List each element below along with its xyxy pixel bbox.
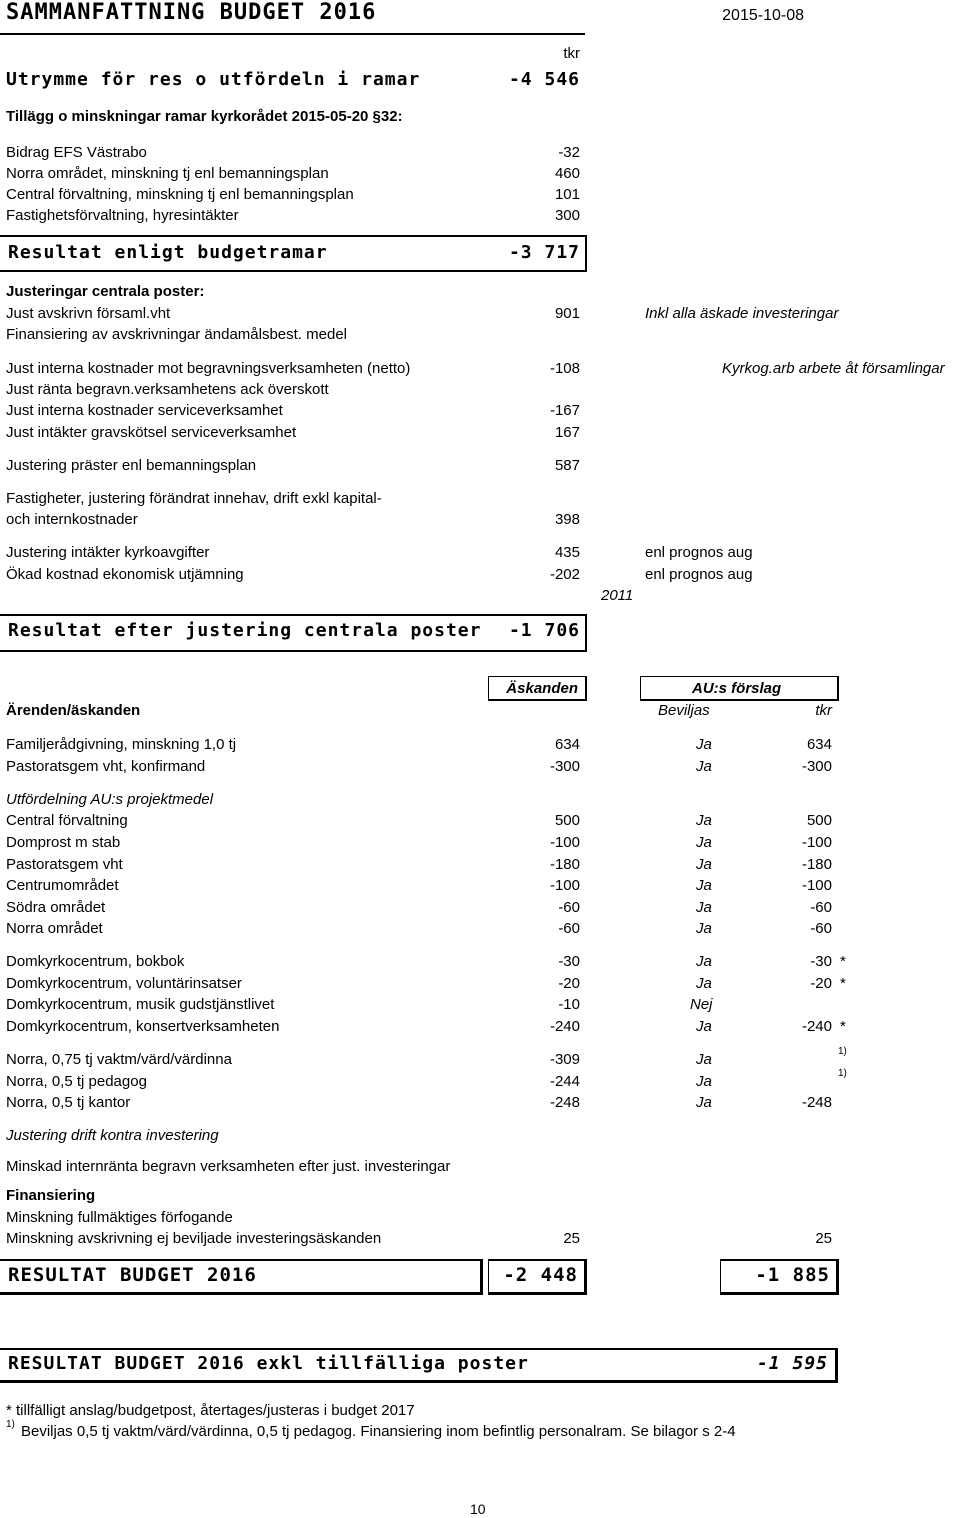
arende-label: Centrumområdet: [6, 877, 119, 894]
arende-label: Norra, 0,75 tj vaktm/värd/värdinna: [6, 1051, 232, 1068]
justering-label: Just intäkter gravskötsel serviceverksamhet: [6, 424, 297, 441]
temporary-mark: *: [840, 975, 846, 992]
arende-tkr: -60: [810, 899, 832, 916]
arende-beviljas: Ja: [696, 1018, 712, 1035]
justering-note: enl prognos aug: [645, 544, 753, 561]
arende-askande: 634: [554, 736, 580, 753]
finansiering-heading: Finansiering: [6, 1187, 96, 1204]
justering-value: -202: [549, 566, 580, 583]
justering-value: 398: [554, 511, 580, 528]
arende-label: Domkyrkocentrum, voluntärinsatser: [6, 975, 242, 992]
arende-askande: -240: [549, 1018, 580, 1035]
arende-askande: -180: [549, 856, 580, 873]
arende-beviljas: Ja: [696, 953, 712, 970]
arende-beviljas: Ja: [696, 899, 712, 916]
arende-beviljas: Ja: [696, 1051, 712, 1068]
resultat-budget-label: RESULTAT BUDGET 2016: [8, 1264, 257, 1286]
justering-value: 435: [554, 544, 580, 561]
drift-heading: Justering drift kontra investering: [6, 1127, 219, 1144]
justering-label: Just ränta begravn.verksamhetens ack överskott: [6, 381, 329, 398]
justering-label: och internkostnader: [6, 511, 138, 528]
arende-label: Norra, 0,5 tj kantor: [6, 1094, 131, 1111]
tillagg-label: Fastighetsförvaltning, hyresintäkter: [6, 207, 239, 224]
justering-label: Justering intäkter kyrkoavgifter: [6, 544, 210, 561]
arende-beviljas: Ja: [696, 1073, 712, 1090]
report-date: 2015-10-08: [722, 7, 804, 24]
justering-label: Justering präster enl bemanningsplan: [6, 457, 257, 474]
arende-tkr: -300: [801, 758, 832, 775]
arende-askande: -100: [549, 877, 580, 894]
justering-value: 587: [554, 457, 580, 474]
justeringar-heading: Justeringar centrala poster:: [6, 283, 205, 300]
col-beviljas: Beviljas: [658, 702, 710, 719]
arende-label: Central förvaltning: [6, 812, 128, 829]
arende-beviljas: Ja: [696, 975, 712, 992]
footnote-mark: 1): [838, 1068, 847, 1079]
arende-beviljas: Ja: [696, 758, 712, 775]
finansiering-label: Minskning fullmäktiges förfogande: [6, 1209, 233, 1226]
arende-askande: -300: [549, 758, 580, 775]
footnote-one-mark: 1): [6, 1419, 15, 1430]
arende-tkr: 500: [806, 812, 832, 829]
footnote-one: Beviljas 0,5 tj vaktm/värd/värdinna, 0,5 tj pedagog. Finansiering inom befintlig personalram. Se bilagor s 2-4: [21, 1423, 736, 1440]
tillagg-label: Central förvaltning, minskning tj enl bemanningsplan: [6, 186, 354, 203]
arende-beviljas: Ja: [696, 1094, 712, 1111]
arende-beviljas: Ja: [696, 920, 712, 937]
arende-tkr: 634: [806, 736, 832, 753]
arende-askande: -60: [558, 899, 580, 916]
utrymme-value: -4 546: [508, 69, 580, 90]
arende-beviljas: Ja: [696, 812, 712, 829]
justering-note: Inkl alla äskade investeringar: [645, 305, 839, 322]
temporary-mark: *: [840, 1018, 846, 1035]
arende-beviljas: Ja: [696, 736, 712, 753]
justering-note: enl prognos aug: [645, 566, 753, 583]
finansiering-tkr: 25: [815, 1230, 832, 1247]
arende-label: Norra, 0,5 tj pedagog: [6, 1073, 147, 1090]
arende-label: Domkyrkocentrum, bokbok: [6, 953, 185, 970]
justering-value: -108: [549, 360, 580, 377]
finansiering-askande: 25: [563, 1230, 580, 1247]
arende-askande: -309: [549, 1051, 580, 1068]
unit-label: tkr: [563, 45, 580, 62]
justering-value: -167: [549, 402, 580, 419]
arende-askande: -248: [549, 1094, 580, 1111]
finansiering-label: Minskning avskrivning ej beviljade investeringsäskanden: [6, 1230, 382, 1247]
footnote-star: * tillfälligt anslag/budgetpost, återtages/justeras i budget 2017: [6, 1402, 415, 1419]
justering-label: Just interna kostnader serviceverksamhet: [6, 402, 283, 419]
justering-label: Just interna kostnader mot begravningsverksamheten (netto): [6, 360, 411, 377]
arende-askande: -60: [558, 920, 580, 937]
resultat-exkl-label: RESULTAT BUDGET 2016 exkl tillfälliga poster: [8, 1353, 529, 1374]
projekt-heading: Utfördelning AU:s projektmedel: [6, 791, 214, 808]
arende-askande: -30: [558, 953, 580, 970]
arende-tkr: -248: [801, 1094, 832, 1111]
page-title: SAMMANFATTNING BUDGET 2016: [6, 0, 377, 25]
note-year: 2011: [601, 587, 634, 604]
justering-label: Ökad kostnad ekonomisk utjämning: [6, 566, 244, 583]
arende-tkr: -30: [810, 953, 832, 970]
resultat-justering-value: -1 706: [508, 620, 580, 641]
arende-beviljas: Ja: [696, 877, 712, 894]
col-au-forslag: AU:s förslag: [692, 680, 782, 697]
title-underline: [0, 33, 585, 35]
arende-beviljas: Ja: [696, 834, 712, 851]
tillagg-value: 460: [554, 165, 580, 182]
justering-label: Fastigheter, justering förändrat innehav, drift exkl kapital-: [6, 490, 382, 507]
resultat-ramar-label: Resultat enligt budgetramar: [8, 242, 328, 263]
resultat-exkl-value: -1 595: [756, 1353, 828, 1374]
arende-label: Domprost m stab: [6, 834, 121, 851]
arende-tkr: -100: [801, 834, 832, 851]
arende-tkr: -20: [810, 975, 832, 992]
arende-askande: 500: [554, 812, 580, 829]
internranta-label: Minskad internränta begravn verksamheten efter just. investeringar: [6, 1158, 451, 1175]
arende-label: Norra området: [6, 920, 103, 937]
arende-label: Domkyrkocentrum, konsertverksamheten: [6, 1018, 280, 1035]
arende-tkr: -180: [801, 856, 832, 873]
arende-tkr: -240: [801, 1018, 832, 1035]
arende-askande: -244: [549, 1073, 580, 1090]
arende-label: Pastoratsgem vht: [6, 856, 123, 873]
resultat-budget-askande: -2 448: [503, 1264, 578, 1286]
page-number: 10: [470, 1501, 486, 1517]
tillagg-heading: Tillägg o minskningar ramar kyrkorådet 2015-05-20 §32:: [6, 108, 403, 125]
utrymme-label: Utrymme för res o utfördeln i ramar: [6, 69, 421, 90]
justering-label: Finansiering av avskrivningar ändamålsbest. medel: [6, 326, 348, 343]
arende-beviljas: Ja: [696, 856, 712, 873]
resultat-justering-label: Resultat efter justering centrala poster: [8, 620, 482, 641]
arende-askande: -20: [558, 975, 580, 992]
tillagg-value: 300: [554, 207, 580, 224]
arende-askande: -100: [549, 834, 580, 851]
justering-label: Just avskrivn församl.vht: [6, 305, 171, 322]
col-askanden: Äskanden: [506, 680, 578, 697]
temporary-mark: *: [840, 953, 846, 970]
justering-note: Kyrkog.arb arbete åt församlingar: [722, 360, 945, 377]
footnote-mark: 1): [838, 1046, 847, 1057]
arende-label: Pastoratsgem vht, konfirmand: [6, 758, 206, 775]
arende-askande: -10: [558, 996, 580, 1013]
arende-beviljas: Nej: [690, 996, 713, 1013]
tillagg-value: -32: [558, 144, 580, 161]
arende-label: Domkyrkocentrum, musik gudstjänstlivet: [6, 996, 275, 1013]
arenden-heading: Ärenden/äskanden: [6, 702, 141, 719]
resultat-budget-au: -1 885: [755, 1264, 830, 1286]
arende-tkr: -60: [810, 920, 832, 937]
arende-tkr: -100: [801, 877, 832, 894]
arende-label: Södra området: [6, 899, 106, 916]
tillagg-value: 101: [554, 186, 580, 203]
justering-value: 167: [554, 424, 580, 441]
tillagg-label: Norra området, minskning tj enl bemanningsplan: [6, 165, 329, 182]
col-tkr: tkr: [815, 702, 832, 719]
arende-label: Familjerådgivning, minskning 1,0 tj: [6, 736, 237, 753]
tillagg-label: Bidrag EFS Västrabo: [6, 144, 147, 161]
resultat-ramar-value: -3 717: [508, 242, 580, 263]
justering-value: 901: [554, 305, 580, 322]
